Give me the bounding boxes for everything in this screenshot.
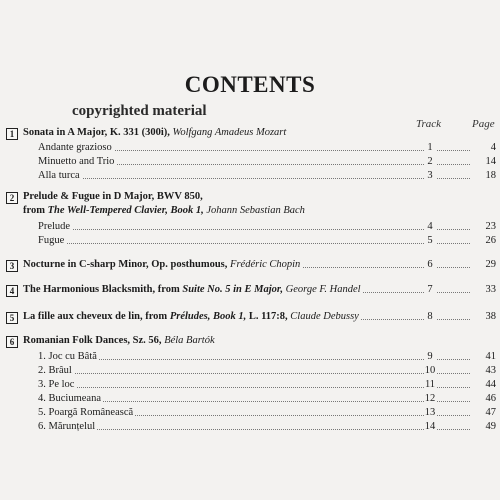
composer-name: Claude Debussy xyxy=(290,311,359,322)
from-label: from xyxy=(23,205,45,216)
list-item[interactable] xyxy=(0,407,500,419)
page-number: 43 xyxy=(470,365,496,376)
item-label: 6. Mărunțelul xyxy=(38,421,96,432)
work-title: The Harmonious Blacksmith, from xyxy=(23,284,180,295)
item-label: Alla turca xyxy=(38,170,80,181)
dot-leader xyxy=(40,365,470,374)
item-label: 2. Brâul xyxy=(38,365,72,376)
dot-leader xyxy=(40,393,470,402)
list-item[interactable] xyxy=(0,221,500,233)
item-label: Minuetto and Trio xyxy=(38,156,115,167)
page-number: 38 xyxy=(470,311,496,322)
list-item[interactable] xyxy=(0,259,500,271)
track-number: 14 xyxy=(424,421,436,432)
dot-leader xyxy=(40,221,470,230)
list-item[interactable] xyxy=(0,142,500,154)
track-number: 12 xyxy=(424,393,436,404)
track-number: 11 xyxy=(424,379,436,390)
list-item[interactable] xyxy=(0,393,500,405)
track-number: 2 xyxy=(424,156,436,167)
dot-leader xyxy=(40,379,470,388)
collection-title: The Well-Tempered Clavier, Book 1, xyxy=(47,205,204,216)
entry-subheading xyxy=(23,205,305,216)
list-item[interactable] xyxy=(0,311,500,323)
item-label: 1. Joc cu Bâtă xyxy=(38,351,97,362)
track-number: 13 xyxy=(424,407,436,418)
composer-name: George F. Handel xyxy=(285,284,361,295)
item-label: 4. Buciumeana xyxy=(38,393,101,404)
work-title: La fille aux cheveux de lin, from xyxy=(23,311,168,322)
dot-leader xyxy=(40,421,470,430)
track-column-header: Track xyxy=(416,118,442,130)
entry-number-box: 4 xyxy=(6,285,18,297)
entry-heading xyxy=(23,311,361,322)
page-number: 41 xyxy=(470,351,496,362)
entry-number-box: 2 xyxy=(6,192,18,204)
track-number: 4 xyxy=(424,221,436,232)
track-number: 6 xyxy=(424,259,436,270)
item-label: 3. Pe loc xyxy=(38,379,75,390)
entry-heading xyxy=(23,335,215,346)
dot-leader xyxy=(40,170,470,179)
item-label: Prelude xyxy=(38,221,71,232)
list-item[interactable] xyxy=(0,379,500,391)
dot-leader xyxy=(40,351,470,360)
track-number: 7 xyxy=(424,284,436,295)
entry-heading xyxy=(23,259,302,270)
page-number: 26 xyxy=(470,235,496,246)
composer-name: Frédéric Chopin xyxy=(230,259,301,270)
entry-number-box: 5 xyxy=(6,312,18,324)
track-number: 8 xyxy=(424,311,436,322)
item-label: Andante grazioso xyxy=(38,142,112,153)
list-item[interactable] xyxy=(0,156,500,168)
entry-heading xyxy=(23,191,203,202)
composer-name: Johann Sebastian Bach xyxy=(206,205,305,216)
work-title: Prelude & Fugue in D Major, BWV 850, xyxy=(23,191,203,202)
track-number: 9 xyxy=(424,351,436,362)
list-item[interactable] xyxy=(0,421,500,433)
page-number: 4 xyxy=(470,142,496,153)
track-number: 10 xyxy=(424,365,436,376)
page-number: 18 xyxy=(470,170,496,181)
item-label: 5. Poargă Românească xyxy=(38,407,134,418)
list-item[interactable] xyxy=(0,235,500,247)
watermark-text: copyrighted material xyxy=(72,103,207,119)
track-number: 1 xyxy=(424,142,436,153)
entry-number-box: 1 xyxy=(6,128,18,140)
track-number: 3 xyxy=(424,170,436,181)
entry-heading xyxy=(23,127,286,138)
list-item[interactable] xyxy=(0,170,500,182)
catalog-number: L. 117:8, xyxy=(248,311,288,322)
work-title: Romanian Folk Dances, Sz. 56, xyxy=(23,335,162,346)
composer-name: Wolfgang Amadeus Mozart xyxy=(172,127,287,138)
composer-name: Béla Bartók xyxy=(164,335,215,346)
work-title: Nocturne in C-sharp Minor, Op. posthumous, xyxy=(23,259,228,270)
track-number: 5 xyxy=(424,235,436,246)
list-item[interactable] xyxy=(0,351,500,363)
page-title: CONTENTS xyxy=(184,72,316,97)
entry-number-box: 6 xyxy=(6,336,18,348)
page-number: 23 xyxy=(470,221,496,232)
page-number: 47 xyxy=(470,407,496,418)
page-number: 44 xyxy=(470,379,496,390)
item-label: Fugue xyxy=(38,235,65,246)
entry-number-box: 3 xyxy=(6,260,18,272)
collection-title: Préludes, Book 1, xyxy=(169,311,247,322)
page-number: 29 xyxy=(470,259,496,270)
page-column-header: Page xyxy=(472,118,495,130)
page-number: 14 xyxy=(470,156,496,167)
list-item[interactable] xyxy=(0,365,500,377)
page-number: 49 xyxy=(470,421,496,432)
dot-leader xyxy=(40,235,470,244)
page-number: 46 xyxy=(470,393,496,404)
list-item[interactable] xyxy=(0,284,500,296)
page-number: 33 xyxy=(470,284,496,295)
entry-heading xyxy=(23,284,363,295)
work-title: Sonata in A Major, K. 331 (300i), xyxy=(23,127,170,138)
collection-title: Suite No. 5 in E Major, xyxy=(182,284,284,295)
